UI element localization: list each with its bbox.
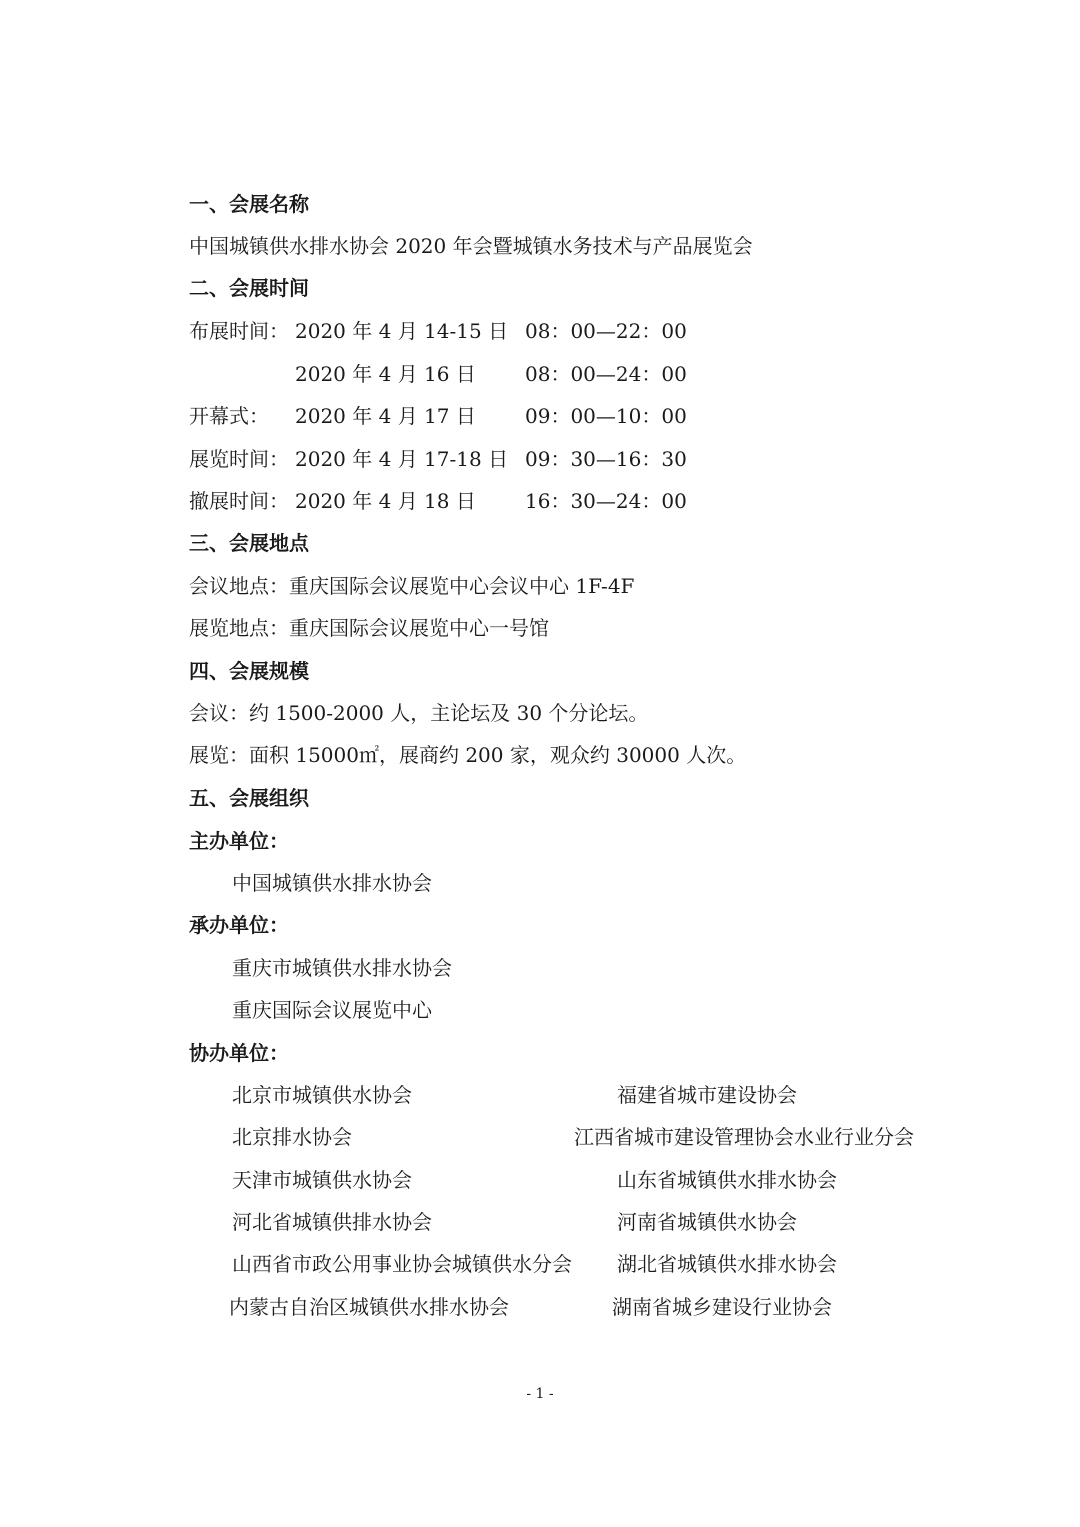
exhibition-scale: 展览：面积 15000㎡，展商约 200 家，观众约 30000 人次。: [189, 743, 747, 767]
exhibition-venue: 展览地点：重庆国际会议展览中心一号馆: [189, 616, 549, 640]
schedule-time: 09：30—16：30: [525, 447, 687, 471]
schedule-label: 撤展时间：: [189, 489, 289, 513]
schedule-label: 展览时间：: [189, 447, 289, 471]
co-organizer-left: 天津市城镇供水协会: [232, 1168, 412, 1192]
co-organizer-left: 北京市城镇供水协会: [232, 1083, 412, 1107]
organizer-name: 重庆市城镇供水排水协会: [232, 956, 452, 980]
exhibition-name: 中国城镇供水排水协会 2020 年会暨城镇水务技术与产品展览会: [189, 234, 753, 258]
schedule-time: 08：00—24：00: [525, 362, 687, 386]
co-organizer-right: 福建省城市建设协会: [617, 1083, 797, 1107]
schedule-time: 09：00—10：00: [525, 404, 687, 428]
organizer-name: 重庆国际会议展览中心: [232, 998, 432, 1022]
co-organizer-left: 北京排水协会: [232, 1125, 352, 1149]
schedule-date: 2020 年 4 月 17 日: [295, 404, 476, 428]
schedule-time: 16：30—24：00: [525, 489, 687, 513]
co-organizer-left: 山西省市政公用事业协会城镇供水分会: [232, 1252, 572, 1276]
co-organizer-label: 协办单位：: [189, 1041, 289, 1065]
co-organizer-right: 江西省城市建设管理协会水业行业分会: [574, 1125, 914, 1149]
co-organizer-right: 湖南省城乡建设行业协会: [612, 1295, 832, 1319]
co-organizer-right: 山东省城镇供水排水协会: [617, 1168, 837, 1192]
host-name: 中国城镇供水排水协会: [232, 871, 432, 895]
section1-heading: 一、会展名称: [189, 192, 309, 216]
meeting-venue: 会议地点：重庆国际会议展览中心会议中心 1F-4F: [189, 574, 635, 598]
section4-heading: 四、会展规模: [189, 659, 309, 683]
section3-heading: 三、会展地点: [189, 531, 309, 555]
co-organizer-left: 内蒙古自治区城镇供水排水协会: [229, 1295, 509, 1319]
section2-heading: 二、会展时间: [189, 276, 309, 300]
meeting-scale: 会议：约 1500-2000 人，主论坛及 30 个分论坛。: [189, 701, 649, 725]
schedule-date: 2020 年 4 月 18 日: [295, 489, 476, 513]
schedule-date: 2020 年 4 月 16 日: [295, 362, 476, 386]
co-organizer-left: 河北省城镇供排水协会: [232, 1210, 432, 1234]
schedule-time: 08：00—22：00: [525, 319, 687, 343]
organizer-label: 承办单位：: [189, 913, 289, 937]
schedule-label: 开幕式：: [189, 404, 269, 428]
co-organizer-right: 湖北省城镇供水排水协会: [617, 1252, 837, 1276]
co-organizer-right: 河南省城镇供水协会: [617, 1210, 797, 1234]
host-label: 主办单位：: [189, 829, 289, 853]
section5-heading: 五、会展组织: [189, 786, 309, 810]
schedule-label: 布展时间：: [189, 319, 289, 343]
schedule-date: 2020 年 4 月 14-15 日: [295, 319, 509, 343]
page-number: - 1 -: [526, 1386, 554, 1402]
schedule-date: 2020 年 4 月 17-18 日: [295, 447, 509, 471]
